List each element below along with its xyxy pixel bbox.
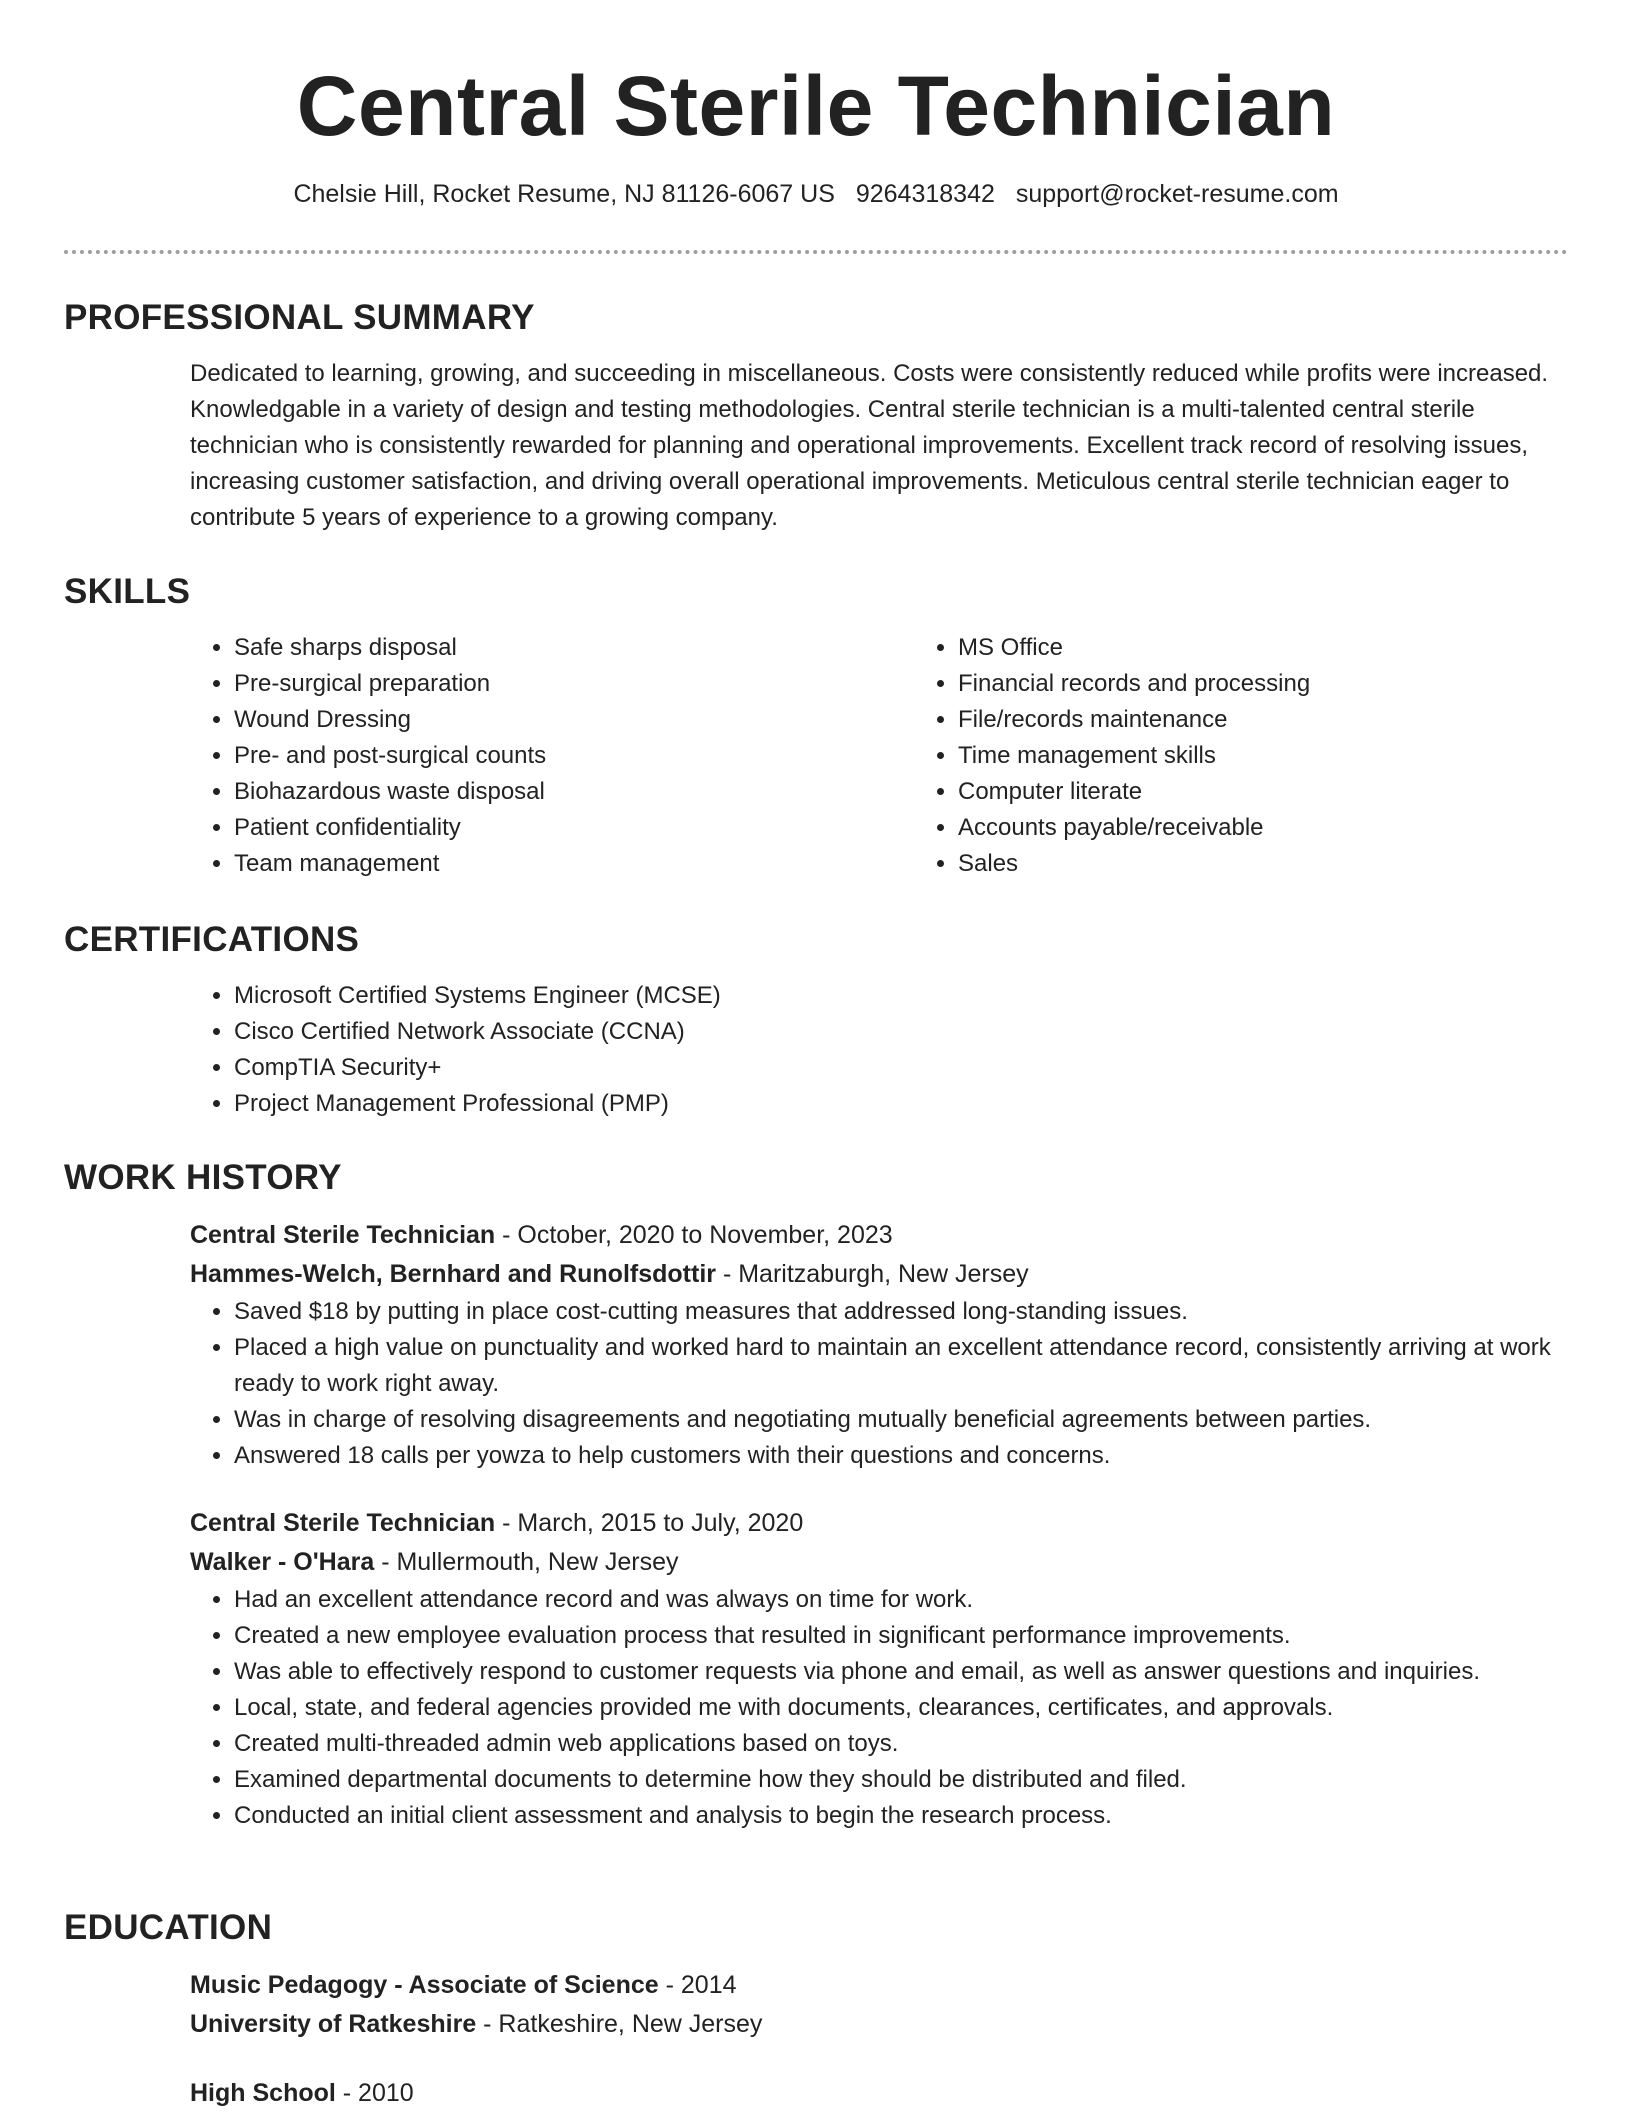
list-item: • MS Office: [958, 630, 1632, 666]
list-item: • Sales: [958, 846, 1632, 882]
list-item: • Pre- and post-surgical counts: [234, 738, 914, 774]
list-item: • Wound Dressing: [234, 702, 914, 738]
skills-list-right: [914, 630, 1632, 882]
education-entry: [190, 2074, 1568, 2113]
education-school: University of Ratkeshire: [190, 2010, 477, 2038]
education-degree-line: [190, 2074, 1568, 2113]
list-item: • Pre-surgical preparation: [234, 666, 914, 702]
job-company: Walker - O'Hara: [190, 1548, 375, 1576]
certifications-section: [64, 918, 1568, 1122]
certifications-body: [190, 978, 1568, 1122]
list-item: • CompTIA Security+: [234, 1050, 1568, 1086]
list-item: • File/records maintenance: [958, 702, 1632, 738]
list-item: • Team management: [234, 846, 914, 882]
list-item: • Examined departmental documents to determine how they should be distributed and filed.: [234, 1762, 1568, 1798]
job-dates: - March, 2015 to July, 2020: [495, 1509, 804, 1537]
job-role-line: [190, 1216, 1568, 1255]
list-item: • Financial records and processing: [958, 666, 1632, 702]
job-company: Hammes-Welch, Bernhard and Runolfsdottir: [190, 1260, 716, 1288]
skills-list-left: [190, 630, 914, 882]
job-role: Central Sterile Technician: [190, 1221, 496, 1249]
list-item: • Was in charge of resolving disagreements and negotiating mutually beneficial agreements between parties.: [234, 1402, 1568, 1438]
job-company-line: [190, 1543, 1568, 1582]
list-item: • Computer literate: [958, 774, 1632, 810]
list-item: • Patient confidentiality: [234, 810, 914, 846]
summary-body: [190, 356, 1568, 536]
list-item: • Was able to effectively respond to customer requests via phone and email, as well as answer questions and inquiries.: [234, 1654, 1568, 1690]
work-title: WORK HISTORY: [64, 1158, 342, 1197]
job-role-line: [190, 1504, 1568, 1543]
certifications-list: [190, 978, 1568, 1122]
education-degree-line: [190, 1966, 1568, 2005]
skills-title: SKILLS: [64, 572, 191, 611]
education-location: - Ratkeshire, New Jersey: [476, 2010, 763, 2038]
education-school-line: [190, 2005, 1568, 2044]
skills-body: [190, 630, 1568, 882]
candidate-name: Central Sterile Technician: [296, 59, 1336, 153]
job-entry: [190, 1504, 1568, 1834]
list-item: • Placed a high value on punctuality and worked hard to maintain an excellent attendance record, consistently arriving at work ready to work right away.: [234, 1330, 1568, 1402]
contact-address: Chelsie Hill, Rocket Resume, NJ 81126-6067 US: [293, 180, 835, 208]
education-degree: High School: [190, 2079, 336, 2107]
list-item: • Biohazardous waste disposal: [234, 774, 914, 810]
list-item: • Saved $18 by putting in place cost-cutting measures that addressed long-standing issues.: [234, 1294, 1568, 1330]
contact-line: [0, 180, 1632, 209]
job-bullets: [190, 1582, 1568, 1834]
education-entry: [190, 1966, 1568, 2044]
summary-title: PROFESSIONAL SUMMARY: [64, 298, 535, 337]
education-section: [64, 1906, 1568, 2113]
contact-email: support@rocket-resume.com: [1015, 180, 1339, 208]
job-role: Central Sterile Technician: [190, 1509, 496, 1537]
list-item: • Microsoft Certified Systems Engineer (MCSE): [234, 978, 1568, 1014]
work-section: [64, 1156, 1568, 1834]
list-item: • Cisco Certified Network Associate (CCNA): [234, 1014, 1568, 1050]
list-item: • Project Management Professional (PMP): [234, 1086, 1568, 1122]
education-year: - 2010: [335, 2079, 414, 2107]
list-item: • Conducted an initial client assessment and analysis to begin the research process.: [234, 1798, 1568, 1834]
education-title: EDUCATION: [64, 1908, 273, 1947]
job-bullets: [190, 1294, 1568, 1474]
education-degree: Music Pedagogy - Associate of Science: [190, 1971, 659, 1999]
list-item: • Accounts payable/receivable: [958, 810, 1632, 846]
list-item: • Created a new employee evaluation process that resulted in significant performance improvements.: [234, 1618, 1568, 1654]
job-dates: - October, 2020 to November, 2023: [495, 1221, 893, 1249]
list-item: • Safe sharps disposal: [234, 630, 914, 666]
job-location: - Maritzaburgh, New Jersey: [716, 1260, 1029, 1288]
job-company-line: [190, 1255, 1568, 1294]
summary-text: Dedicated to learning, growing, and succeeding in miscellaneous. Costs were consistently reduced while profits were increased. Knowledgable in a variety of design and testing methodologies. Central sterile technician is a multi-talented central sterile technician who is consistently rewarded for planning and operational improvements. Excellent track record of resolving issues, increasing customer satisfaction, and driving overall operational improvements. Meticulous central sterile technician eager to contribute 5 years of experience to a growing company.: [190, 360, 1549, 531]
summary-section: [64, 296, 1568, 536]
contact-phone: 9264318342: [855, 180, 995, 208]
list-item: • Answered 18 calls per yowza to help customers with their questions and concerns.: [234, 1438, 1568, 1474]
skills-columns: [190, 630, 1568, 882]
list-item: • Local, state, and federal agencies provided me with documents, clearances, certificates, and approvals.: [234, 1690, 1568, 1726]
list-item: • Had an excellent attendance record and was always on time for work.: [234, 1582, 1568, 1618]
certifications-title: CERTIFICATIONS: [64, 920, 360, 959]
job-entry: [190, 1216, 1568, 1474]
job-location: - Mullermouth, New Jersey: [374, 1548, 679, 1576]
list-item: • Created multi-threaded admin web applications based on toys.: [234, 1726, 1568, 1762]
skills-section: [64, 570, 1568, 882]
list-item: • Time management skills: [958, 738, 1632, 774]
header-divider: [64, 250, 1568, 254]
education-year: - 2014: [658, 1971, 737, 1999]
